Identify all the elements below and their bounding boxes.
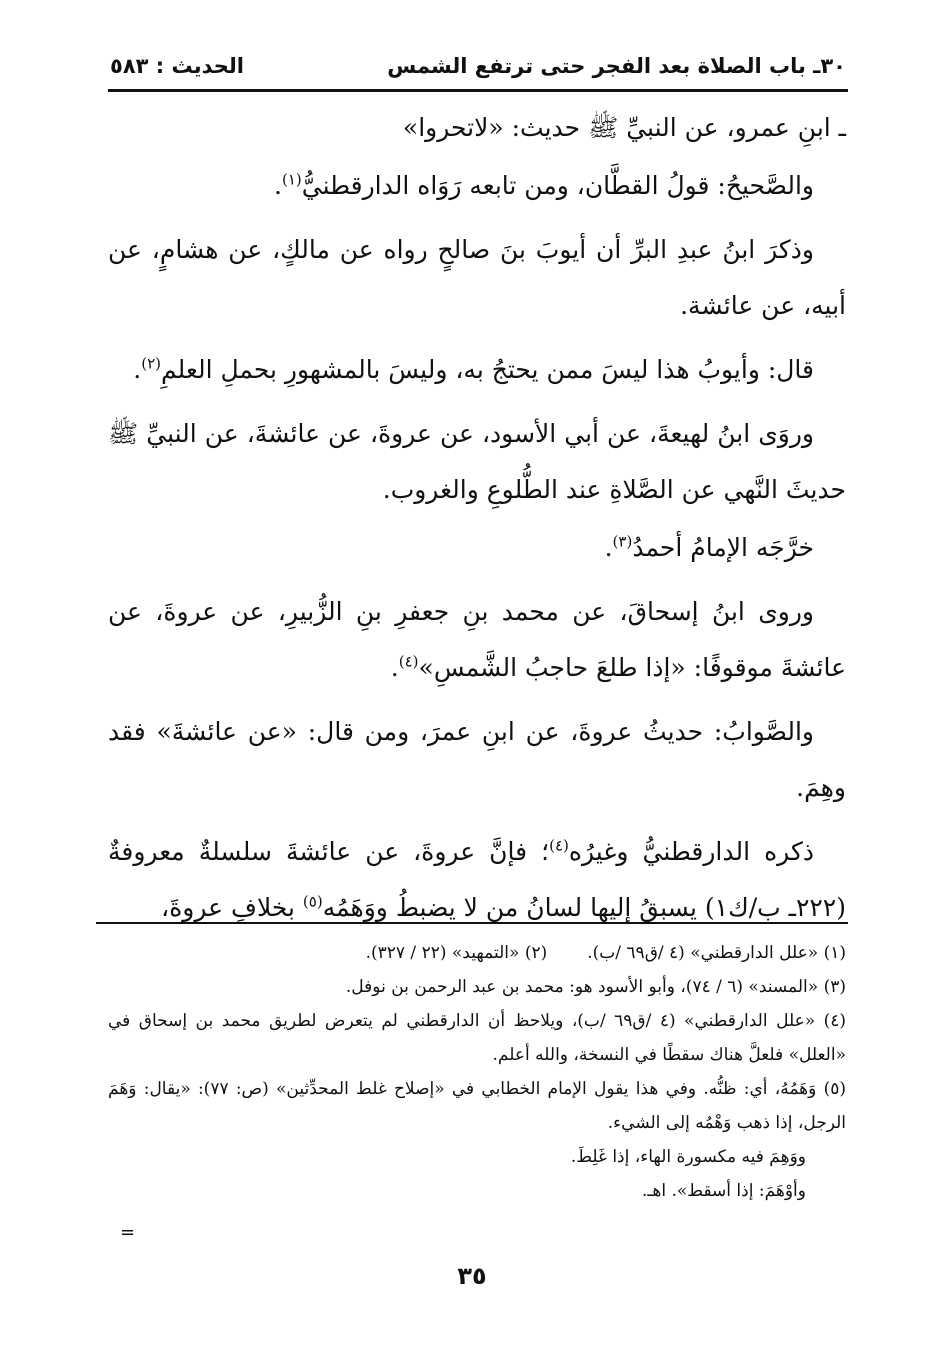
- footnote-5: (٥) وَهَمُهُ، أي: ظنُّه. وفي هذا يقول الإمام الخطابي في «إصلاح غلط المحدِّثين» (ص: ٧٧): «يقال: وَهَمَ الرجل، إذا ذهب وَهْمُه إلى الشيء.: [108, 1079, 846, 1133]
- footnote-ref-5: (٥): [302, 892, 323, 911]
- footnote-5-line-2: ووَهِمَ فيه مكسورة الهاء، إذا غَلِطَ.: [570, 1147, 806, 1167]
- footnote-ref-4b: (٤): [549, 836, 569, 855]
- footnote-ref-3: (٣): [612, 532, 633, 551]
- main-text: [108, 100, 846, 944]
- hadith-number: الحديث : ٥٨٣: [110, 54, 244, 78]
- paragraph-5: وروَى ابنُ لهيعةَ، عن أبي الأسود، عن عروةَ، عن عائشةَ، عن النبيِّ ﷺ حديثَ النَّهي عن الصَّلاةِ عند الطُّلوعِ والغروب.: [108, 419, 846, 504]
- paragraph-7-end: .: [390, 653, 399, 682]
- paragraph-7-text: وروى ابنُ إسحاقَ، عن محمد بنِ جعفرِ بنِ الزُّبيرِ، عن عروةَ، عن عائشةَ موقوفًا: «إذا طلعَ حاجبُ الشَّمسِ»: [108, 597, 846, 682]
- paragraph-9-text-c: بخلافِ عروةَ،: [161, 893, 303, 922]
- paragraph-2-end: .: [274, 171, 282, 200]
- footnotes: [108, 936, 846, 1208]
- chapter-title: ٣٠ـ باب الصلاة بعد الفجر حتى ترتفع الشمس: [387, 54, 846, 78]
- paragraph-4-end: .: [133, 355, 142, 384]
- footnote-ref-4: (٤): [398, 652, 419, 671]
- continuation-mark: =: [120, 1222, 136, 1243]
- paragraph-6-end: .: [604, 533, 613, 562]
- footnote-3: (٣) «المسند» (٦ / ٧٤)، وأبو الأسود هو: محمد بن عبد الرحمن بن نوفل.: [345, 977, 846, 997]
- footnote-ref-2: (٢): [141, 354, 161, 373]
- paragraph-1: ـ ابنِ عمرو، عن النبيِّ ﷺ حديث: «لاتحروا»: [402, 113, 846, 142]
- paragraph-2-text: والصَّحيحُ: قولُ القطَّان، ومن تابعه رَوَاه الدارقطنيُّ: [301, 171, 814, 200]
- paragraph-6: [108, 520, 846, 576]
- paragraph-8: والصَّوابُ: حديثُ عروةَ، عن ابنِ عمرَ، ومن قال: «عن عائشةَ» فقد وهِمَ.: [108, 717, 846, 802]
- footnote-1: (١) «علل الدارقطني» (٤ /ق٦٩ /ب).: [587, 943, 846, 963]
- paragraph-4: [108, 342, 846, 398]
- paragraph-9: [108, 824, 846, 936]
- header-rule: [108, 89, 848, 92]
- paragraph-4-text: قال: وأيوبُ هذا ليسَ ممن يحتجُ به، وليسَ بالمشهورِ بحملِ العلمِ: [160, 355, 814, 384]
- footnote-row-1-2: [108, 936, 846, 970]
- paragraph-7: [108, 584, 846, 696]
- paragraph-3: وذكرَ ابنُ عبدِ البرِّ أن أيوبَ بنَ صالحٍ رواه عن مالكٍ، عن هشامٍ، عن أبيه، عن عائشة.: [108, 235, 846, 320]
- paragraph-2: [108, 158, 846, 214]
- footnote-rule: [96, 922, 848, 924]
- paragraph-6-text: خرَّجَه الإمامُ أحمدُ: [632, 533, 814, 562]
- footnote-4: (٤) «علل الدارقطني» (٤ /ق٦٩ /ب)، ويلاحظ أن الدارقطني لم يتعرض لطريق محمد بن إسحاق في «العلل» فلعلَّ هناك سقطًا في النسخة، والله أعلم.: [108, 1011, 846, 1065]
- paragraph-9-text-b: ؛ فإنَّ عروةَ، عن عائشةَ سلسلةٌ معروفةٌ (٢٢٢ـ ب/ك١) يسبقُ إليها لسانُ من لا يضبطُ ووَهَمُه: [108, 837, 846, 922]
- paragraph-9-text-a: ذكره الدارقطنيُّ وغيرُه: [568, 837, 815, 866]
- footnote-ref-1: (١): [281, 170, 302, 189]
- running-header: [110, 48, 846, 84]
- footnote-2: (٢) «التمهيد» (٢٢ / ٣٢٧).: [365, 943, 548, 963]
- page-number: ٣٥: [457, 1262, 487, 1290]
- footnote-5-line-3: وأوْهَمَ: إذا أسقط». اهـ.: [642, 1181, 806, 1201]
